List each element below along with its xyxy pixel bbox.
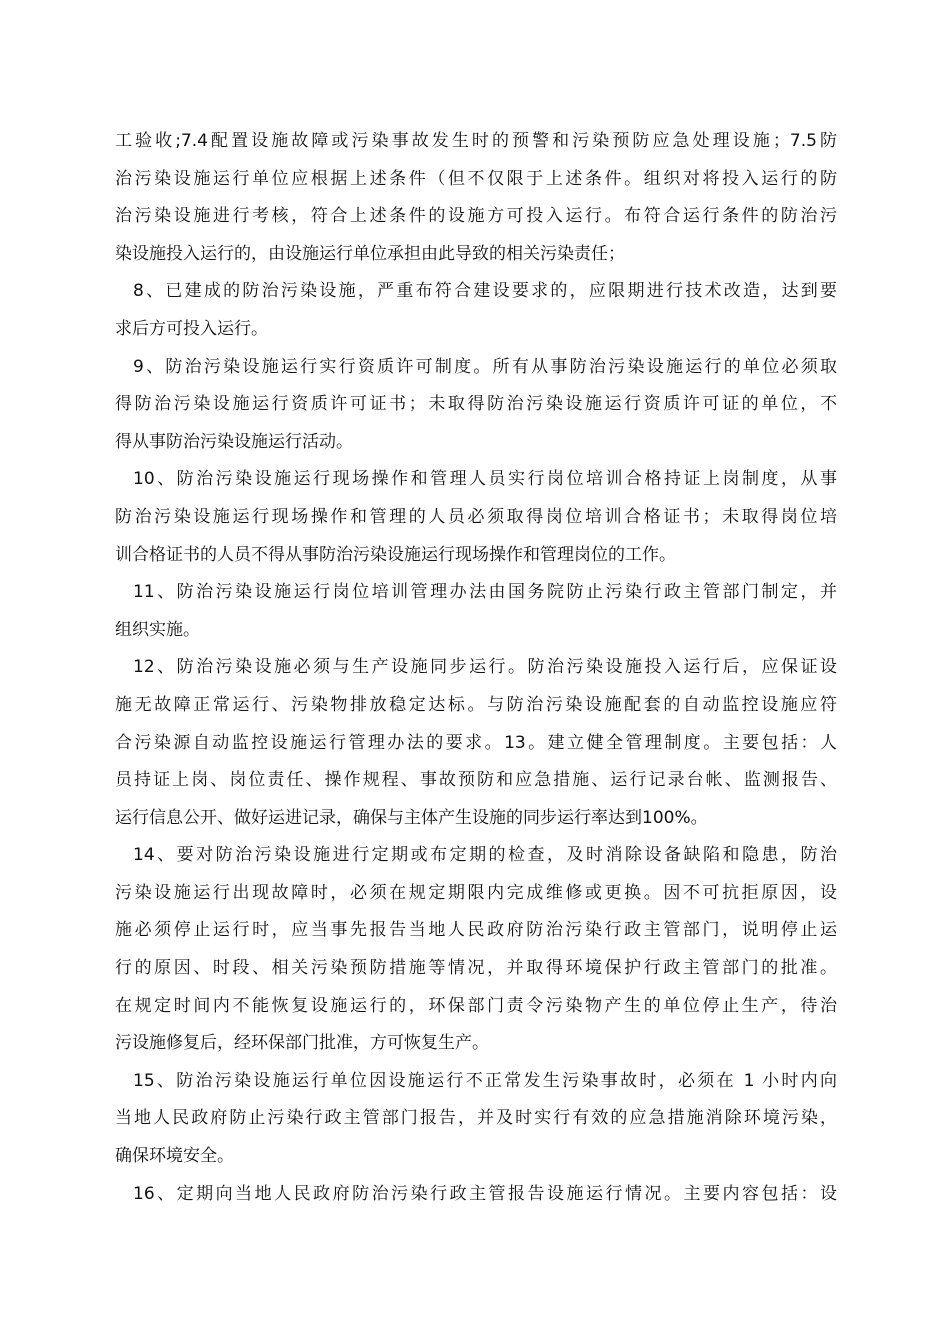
text-line: 当地人民政府防止污染行政主管部门报告，并及时实行有效的应急措施消除环境污染， xyxy=(115,1108,837,1129)
text-line: 15、防治污染设施运行单位因设施运行不正常发生污染事故时，必须在 1 小时内向 xyxy=(133,1070,837,1091)
text-line: 染设施投入运行的，由设施运行单位承担由此导致的相关污染责任； xyxy=(115,243,625,264)
text-line: 行的原因、时段、相关污染预防措施等情况，并取得环境保护行政主管部门的批准。 xyxy=(115,958,837,979)
document-body xyxy=(115,123,837,1213)
text-line: 求后方可投入运行。 xyxy=(115,318,268,339)
text-line: 污设施修复后，经环保部门批准，方可恢复生产。 xyxy=(115,1033,489,1054)
text-line: 在规定时间内不能恢复设施运行的，环保部门责令污染物产生的单位停止生产，待治 xyxy=(115,995,837,1016)
text-line: 12、防治污染设施必须与生产设施同步运行。防治污染设施投入运行后，应保证设 xyxy=(133,657,837,678)
text-line: 组织实施。 xyxy=(115,619,200,640)
text-line: 训合格证书的人员不得从事防治污染设施运行现场操作和管理岗位的工作。 xyxy=(115,544,676,565)
text-line: 16、定期向当地人民政府防治污染行政主管报告设施运行情况。主要内容包括：设 xyxy=(133,1183,837,1204)
text-line: 防治污染设施运行现场操作和管理的人员必须取得岗位培训合格证书；未取得岗位培 xyxy=(115,506,837,527)
text-line: 员持证上岗、岗位责任、操作规程、事故预防和应急措施、运行记录台帐、监测报告、 xyxy=(115,770,837,791)
text-line: 运行信息公开、做好运进记录，确保与主体产生设施的同步运行率达到100%。 xyxy=(115,807,708,828)
text-line: 施无故障正常运行、污染物排放稳定达标。与防治污染设施配套的自动监控设施应符 xyxy=(115,694,837,715)
text-line: 11、防治污染设施运行岗位培训管理办法由国务院防止污染行政主管部门制定，并 xyxy=(133,582,837,603)
text-line: 工验收;7.4配置设施故障或污染事故发生时的预警和污染预防应急处理设施；7.5防 xyxy=(115,131,837,151)
text-line: 确保环境安全。 xyxy=(115,1146,234,1167)
text-line: 治污染设施运行单位应根据上述条件（但不仅限于上述条件。组织对将投入运行的防 xyxy=(115,168,837,189)
text-line: 得防治污染设施运行资质许可证书；未取得防治污染设施运行资质许可证的单位，不 xyxy=(115,394,837,415)
text-line: 污染设施运行出现故障时，必须在规定期限内完成维修或更换。因不可抗拒原因，设 xyxy=(115,882,837,903)
text-line: 14、要对防治污染设施进行定期或布定期的检查，及时消除设备缺陷和隐患，防治 xyxy=(133,845,837,866)
text-line: 9、防治污染设施运行实行资质许可制度。所有从事防治污染设施运行的单位必须取 xyxy=(133,356,837,377)
text-line: 8、已建成的防治污染设施，严重布符合建设要求的，应限期进行技术改造，达到要 xyxy=(133,281,837,302)
text-line: 10、防治污染设施运行现场操作和管理人员实行岗位培训合格持证上岗制度，从事 xyxy=(133,469,837,490)
text-line: 合污染源自动监控设施运行管理办法的要求。13。建立健全管理制度。主要包括：人 xyxy=(115,732,837,753)
text-line: 施必须停止运行时，应当事先报告当地人民政府防治污染行政主管部门，说明停止运 xyxy=(115,920,837,941)
text-line: 得从事防治污染设施运行活动。 xyxy=(115,431,353,452)
text-line: 治污染设施进行考核，符合上述条件的设施方可投入运行。布符合运行条件的防治污 xyxy=(115,206,837,227)
